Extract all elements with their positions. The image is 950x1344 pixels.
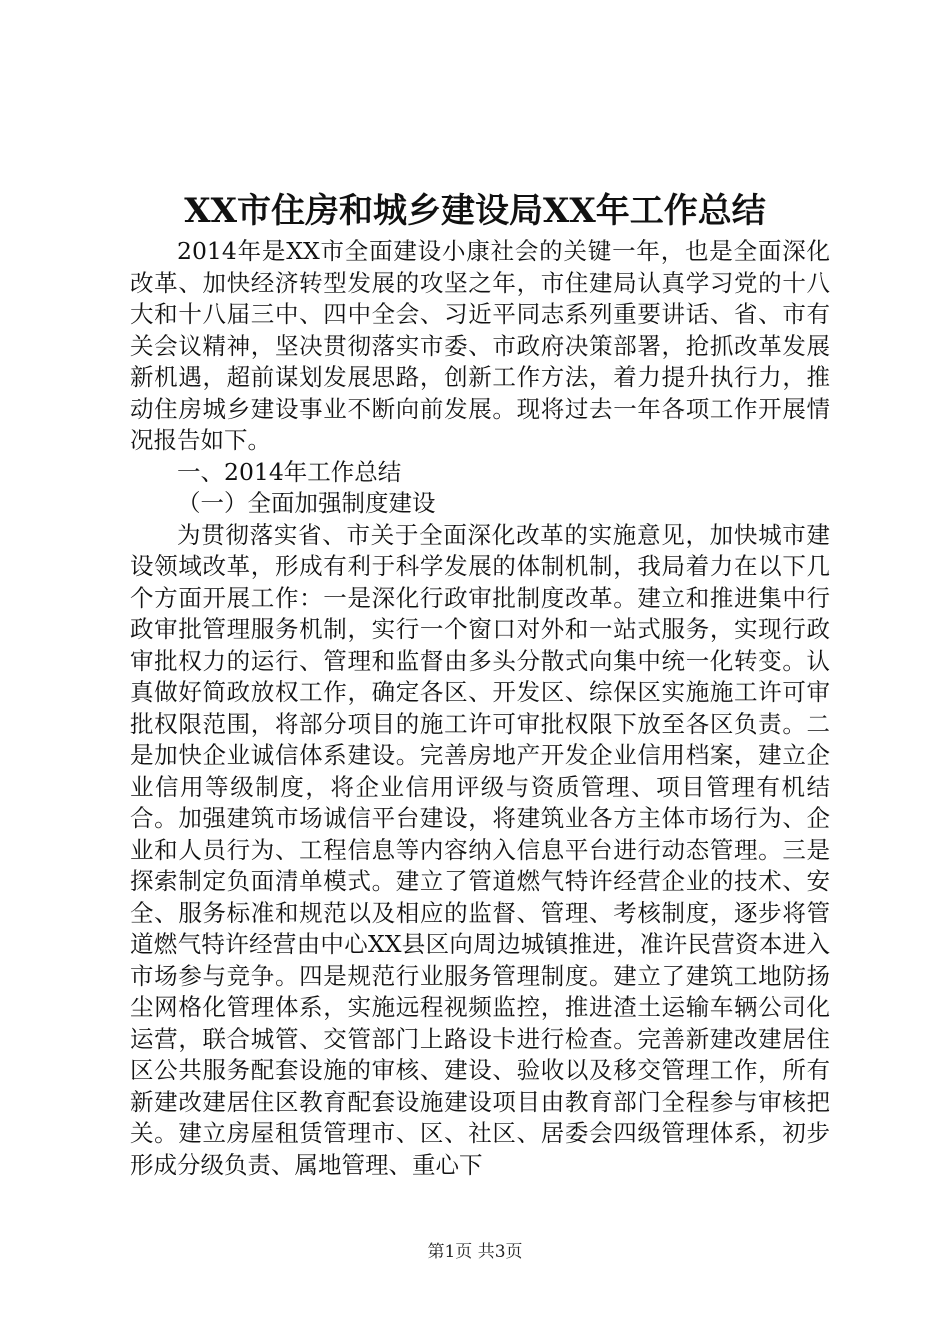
subsection-heading: （一）全面加强制度建设 [177,489,436,517]
body-paragraph: 为贯彻落实省、市关于全面深化改革的实施意见，加快城市建设领域改革，形成有利于科学发展的体制机制，我局着力在以下几个方面开展工作：一是深化行政审批制度改革。建立和推进集中行政审批管理服务机制，实行一个窗口对外和一站式服务，实现行政审批权力的运行、管理和监督由多头分散式向集中统一化转变。认真做好简政放权工作，确定各区、开发区、综保区实施施工许可审批权限范围，将部分项目的施工许可审批权限下放至各区负责。二是加快企业诚信体系建设。完善房地产开发企业信用档案，建立企业信用等级制度，将企业信用评级与资质管理、项目管理有机结合。加强建筑市场诚信平台建设，将建筑业各方主体市场行为、企业和人员行为、工程信息等内容纳入信息平台进行动态管理。三是探索制定负面清单模式。建立了管道燃气特许经营企业的技术、安全、服务标准和规范以及相应的监督、管理、考核制度，逐步将管道燃气特许经营由中心XX县区向周边城镇推进，准许民营资本进入市场参与竞争。四是规范行业服务管理制度。建立了建筑工地防扬尘网格化管理体系，实施远程视频监控，推进渣土运输车辆公司化运营，联合城管、交管部门上路设卡进行检查。完善新建改建居住区公共服务配套设施的审核、建设、验收以及移交管理工作，所有新建改建居住区教育配套设施建设项目由教育部门全程参与审核把关。建立房屋租赁管理市、区、社区、居委会四级管理体系，初步形成分级负责、属地管理、重心下 [130,520,830,1179]
intro-paragraph: 2014年是XX市全面建设小康社会的关键一年，也是全面深化改革、加快经济转型发展的攻坚之年，市住建局认真学习党的十八大和十八届三中、四中全会、习近平同志系列重要讲话、省、市有关会议精神，坚决贯彻落实市委、市政府决策部署，抢抓改革发展新机遇，超前谋划发展思路，创新工作方法，着力提升执行力，推动住房城乡建设事业不断向前发展。现将过去一年各项工作开展情况报告如下。 [130,237,830,454]
section-heading: 一、2014年工作总结 [177,457,402,486]
document-title: XX市住房和城乡建设局XX年工作总结 [184,191,766,231]
page-footer: 第1页 共3页 [427,1242,523,1262]
document-body [130,236,830,1181]
